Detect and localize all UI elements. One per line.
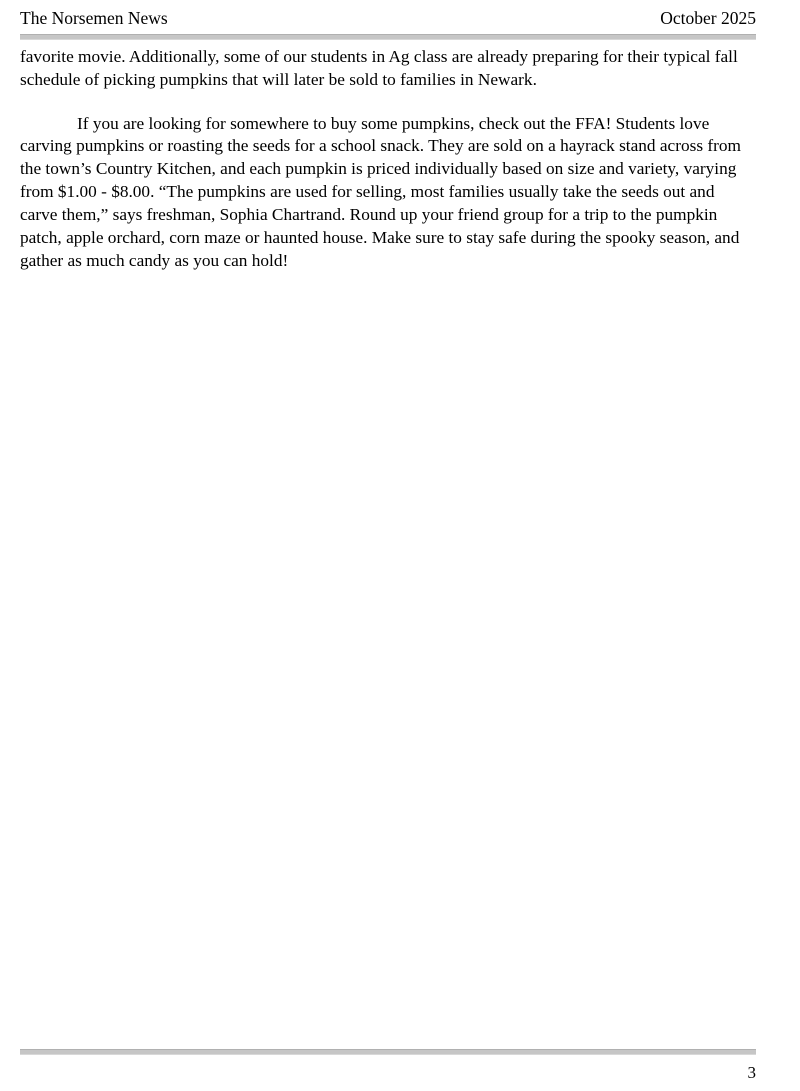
paragraph-continued: favorite movie. Additionally, some of our students in Ag class are already preparing for their typical fall schedule of picking pumpkins that will later be sold to families in Newark. (20, 47, 738, 89)
publication-title: The Norsemen News (20, 8, 168, 28)
footer-divider (20, 1049, 756, 1055)
page-number: 3 (747, 1062, 756, 1082)
page-header (20, 0, 756, 29)
article-body (20, 46, 756, 272)
issue-date: October 2025 (660, 8, 756, 28)
header-divider (20, 34, 756, 40)
paragraph-two: If you are looking for somewhere to buy some pumpkins, check out the FFA! Students love carving pumpkins or roasting the seeds for a school snack. They are sold on a hayrack stand across from the town’s Country Kitchen, and each pumpkin is priced individually based on size and variety, varying from $1.00 - $8.00. “The pumpkins are used for selling, most families usually take the seeds out and carve them,” says freshman, Sophia Chartrand. Round up your friend group for a trip to the pumpkin patch, apple orchard, corn maze or haunted house. Make sure to stay safe during the spooky season, and gather as much candy as you can hold! (20, 113, 741, 270)
